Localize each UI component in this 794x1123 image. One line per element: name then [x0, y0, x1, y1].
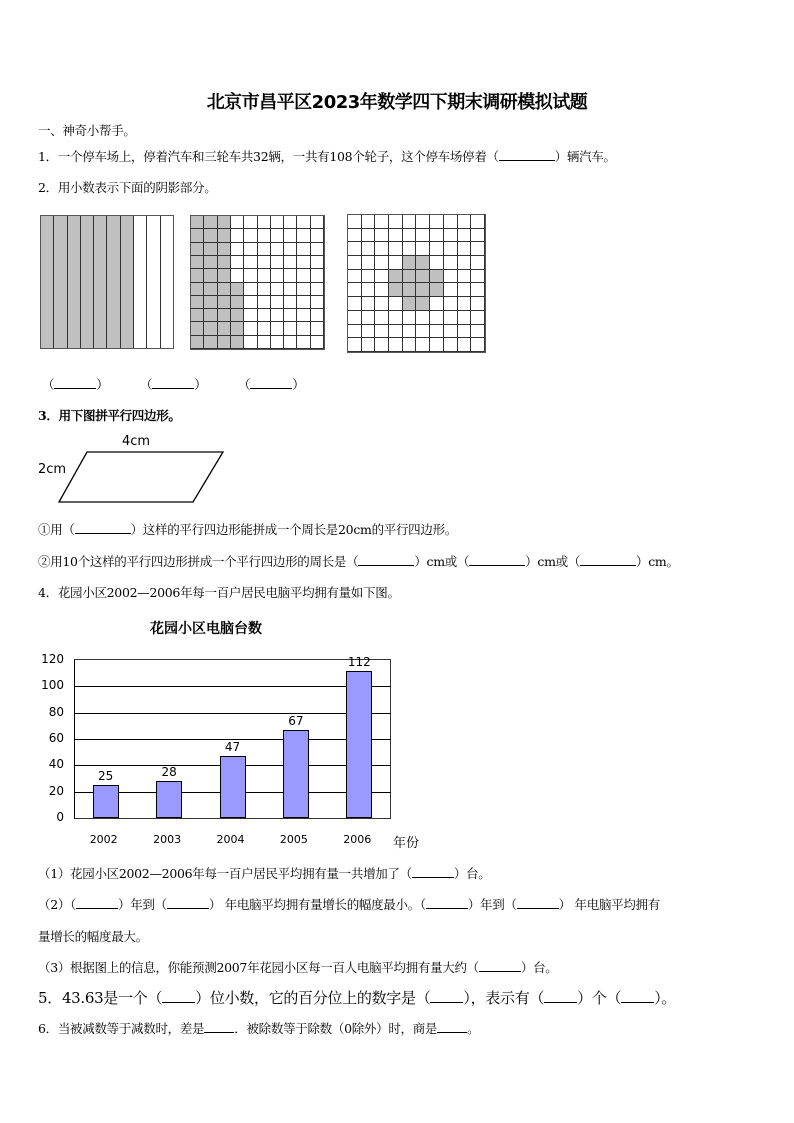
answer-blank[interactable]	[75, 522, 131, 534]
grid-cell	[403, 215, 417, 229]
grid-cell	[444, 270, 458, 284]
grid-cell	[389, 242, 403, 256]
grid-cell	[191, 216, 204, 229]
grid-cell	[311, 229, 324, 242]
grid-cell	[389, 256, 403, 270]
strip	[147, 216, 160, 348]
grid-cell	[204, 296, 217, 309]
grid-cell	[444, 256, 458, 270]
grid-cell	[244, 229, 257, 242]
grid-cell	[458, 215, 472, 229]
grid-cell	[297, 216, 310, 229]
grid-cell	[458, 325, 472, 339]
question-1	[38, 147, 616, 165]
grid-cell	[348, 311, 362, 325]
grid-cell	[444, 338, 458, 352]
question-4-sub-2-cont: 量增长的幅度最大。	[38, 929, 148, 944]
strip	[94, 216, 107, 348]
grid-cell	[204, 322, 217, 335]
grid-figure-cross	[347, 214, 486, 353]
bar-value-label: 25	[98, 769, 114, 784]
grid-cell	[244, 336, 257, 349]
grid-cell	[362, 242, 376, 256]
grid-cell	[311, 296, 324, 309]
question-text: ）辆汽车。	[554, 149, 616, 164]
grid-cell	[218, 296, 231, 309]
grid-cell	[231, 256, 244, 269]
grid-cell	[311, 283, 324, 296]
grid-cell	[362, 256, 376, 270]
grid-cell	[362, 270, 376, 284]
grid-cell	[403, 270, 417, 284]
grid-cell	[231, 296, 244, 309]
grid-cell	[258, 229, 271, 242]
grid-cell	[258, 309, 271, 322]
answer-blank[interactable]	[469, 554, 525, 566]
y-tick-label: 0	[56, 810, 64, 824]
x-tick-label: 2005	[279, 833, 308, 846]
grid-cell	[471, 297, 485, 311]
grid-cell	[258, 336, 271, 349]
answer-slot-2: （ ）	[140, 377, 207, 392]
answer-blank[interactable]	[544, 991, 577, 1003]
grid-cell	[244, 269, 257, 282]
answer-blank[interactable]	[437, 1021, 467, 1033]
grid-cell	[271, 283, 284, 296]
grid-cell	[444, 283, 458, 297]
question-3-sub-1: ①用（ ）这样的平行四边形能拼成一个周长是20cm的平行四边形。	[38, 522, 457, 537]
gridline	[74, 686, 391, 687]
grid-cell	[430, 311, 444, 325]
grid-cell	[348, 229, 362, 243]
grid-cell	[416, 338, 430, 352]
y-tick-label: 20	[48, 783, 64, 798]
grid-cell	[218, 216, 231, 229]
grid-cell	[375, 229, 389, 243]
grid-cell	[348, 270, 362, 284]
grid-cell	[403, 283, 417, 297]
grid-cell	[375, 338, 389, 352]
question-2: 2．用小数表示下面的阴影部分。	[38, 180, 217, 195]
grid-cell	[458, 311, 472, 325]
grid-cell	[244, 243, 257, 256]
grid-cell	[284, 243, 297, 256]
grid-cell	[403, 229, 417, 243]
grid-cell	[389, 270, 403, 284]
y-tick-label: 120	[41, 652, 64, 666]
grid-cell	[297, 336, 310, 349]
grid-cell	[362, 325, 376, 339]
x-tick-label: 2004	[216, 833, 245, 846]
grid-cell	[458, 297, 472, 311]
grid-cell	[244, 256, 257, 269]
grid-cell	[458, 229, 472, 243]
bar-2005	[283, 730, 309, 818]
grid-cell	[191, 229, 204, 242]
grid-cell	[375, 311, 389, 325]
grid-cell	[389, 325, 403, 339]
bar-value-label: 67	[288, 713, 304, 728]
answer-blank[interactable]	[358, 554, 414, 566]
grid-cell	[430, 215, 444, 229]
grid-cell	[218, 336, 231, 349]
grid-cell	[297, 283, 310, 296]
grid-cell	[191, 336, 204, 349]
grid-cell	[297, 229, 310, 242]
answer-blank[interactable]	[250, 377, 292, 389]
grid-cell	[389, 297, 403, 311]
grid-cell	[231, 309, 244, 322]
strip	[81, 216, 94, 348]
grid-cell	[297, 269, 310, 282]
grid-cell	[204, 309, 217, 322]
grid-cell	[244, 296, 257, 309]
grid-cell	[458, 242, 472, 256]
answer-blank[interactable]	[152, 377, 194, 389]
grid-cell	[191, 256, 204, 269]
answer-blank[interactable]	[162, 991, 195, 1003]
grid-cell	[458, 338, 472, 352]
grid-cell	[191, 309, 204, 322]
chart-title: 花园小区电脑台数	[150, 621, 262, 637]
grid-cell	[284, 269, 297, 282]
grid-cell	[191, 322, 204, 335]
grid-cell	[403, 242, 417, 256]
grid-cell	[218, 269, 231, 282]
grid-cell	[218, 256, 231, 269]
grid-cell	[375, 256, 389, 270]
grid-cell	[297, 296, 310, 309]
grid-cell	[244, 283, 257, 296]
grid-cell	[375, 283, 389, 297]
grid-cell	[271, 243, 284, 256]
grid-cell	[271, 309, 284, 322]
grid-cell	[271, 229, 284, 242]
grid-cell	[416, 325, 430, 339]
grid-cell	[231, 336, 244, 349]
grid-cell	[191, 269, 204, 282]
answer-blank[interactable]	[430, 991, 463, 1003]
question-6: 6．当被减数等于减数时，差是 ．被除数等于除数（0除外）时，商是 。	[38, 1021, 480, 1036]
grid-cell	[284, 256, 297, 269]
grid-cell	[375, 270, 389, 284]
answer-blank[interactable]	[580, 554, 636, 566]
grid-cell	[416, 283, 430, 297]
answer-slot-3: （ ）	[238, 377, 305, 392]
grid-cell	[191, 283, 204, 296]
grid-cell	[311, 336, 324, 349]
question-4-sub-1: （1）花园小区2002—2006年每一百户居民平均拥有量一共增加了（ ）台。	[38, 866, 491, 881]
section-heading: 一、神奇小帮手。	[38, 123, 136, 138]
grid-cell	[244, 309, 257, 322]
grid-cell	[471, 338, 485, 352]
grid-cell	[218, 229, 231, 242]
grid-cell	[430, 256, 444, 270]
grid-cell	[403, 311, 417, 325]
grid-cell	[375, 325, 389, 339]
grid-cell	[297, 243, 310, 256]
x-axis-label: 年份	[393, 836, 420, 851]
x-tick-label: 2006	[343, 833, 372, 846]
grid-cell	[471, 311, 485, 325]
grid-cell	[471, 283, 485, 297]
grid-cell	[271, 336, 284, 349]
grid-cell	[389, 215, 403, 229]
grid-cell	[471, 256, 485, 270]
grid-cell	[348, 242, 362, 256]
grid-cell	[204, 256, 217, 269]
grid-cell	[389, 229, 403, 243]
grid-cell	[430, 325, 444, 339]
strip	[41, 216, 54, 348]
grid-cell	[416, 229, 430, 243]
grid-cell	[471, 270, 485, 284]
grid-cell	[311, 216, 324, 229]
grid-cell	[458, 270, 472, 284]
grid-cell	[458, 256, 472, 270]
grid-cell	[416, 215, 430, 229]
grid-cell	[416, 270, 430, 284]
question-5: 5．43.63是一个（ ）位小数，它的百分位上的数字是（ ），表示有（ ）个（ ）。	[38, 989, 677, 1007]
side-length-label: 2cm	[38, 462, 67, 477]
grid-cell	[430, 338, 444, 352]
grid-cell	[284, 229, 297, 242]
grid-cell	[348, 283, 362, 297]
x-tick-label: 2003	[153, 833, 182, 846]
grid-cell	[444, 297, 458, 311]
grid-cell	[258, 243, 271, 256]
grid-cell	[231, 243, 244, 256]
grid-cell	[231, 216, 244, 229]
grid-cell	[375, 215, 389, 229]
question-3: 3．用下图拼平行四边形。	[38, 408, 181, 423]
grid-cell	[204, 336, 217, 349]
bar-value-label: 112	[347, 654, 371, 669]
grid-cell	[258, 216, 271, 229]
grid-cell	[403, 256, 417, 270]
answer-blank[interactable]	[54, 377, 96, 389]
grid-cell	[311, 309, 324, 322]
grid-cell	[403, 297, 417, 311]
grid-cell	[204, 243, 217, 256]
grid-cell	[204, 216, 217, 229]
grid-cell	[471, 242, 485, 256]
grid-cell	[444, 311, 458, 325]
grid-cell	[311, 269, 324, 282]
grid-figure-35	[190, 215, 325, 350]
grid-cell	[297, 322, 310, 335]
grid-cell	[218, 243, 231, 256]
grid-cell	[430, 270, 444, 284]
grid-cell	[284, 336, 297, 349]
grid-cell	[311, 256, 324, 269]
strip	[134, 216, 147, 348]
grid-cell	[471, 215, 485, 229]
grid-cell	[218, 309, 231, 322]
grid-cell	[444, 229, 458, 243]
grid-cell	[348, 256, 362, 270]
bar-2002	[93, 785, 119, 818]
grid-cell	[284, 283, 297, 296]
grid-cell	[204, 283, 217, 296]
gridline	[74, 713, 391, 714]
grid-cell	[416, 242, 430, 256]
grid-cell	[271, 256, 284, 269]
y-tick-label: 60	[48, 731, 64, 745]
x-tick-label: 2002	[89, 833, 118, 846]
grid-cell	[389, 283, 403, 297]
grid-cell	[375, 242, 389, 256]
grid-cell	[389, 338, 403, 352]
grid-cell	[284, 296, 297, 309]
grid-cell	[191, 296, 204, 309]
grid-cell	[297, 309, 310, 322]
grid-cell	[258, 322, 271, 335]
bar-value-label: 47	[224, 740, 241, 755]
strip	[107, 216, 120, 348]
answer-slot-1: （ ）	[42, 377, 109, 392]
strip	[121, 216, 134, 348]
question-4-sub-2: （2）（ ）年到（ ） 年电脑平均拥有量增长的幅度最小。（ ）年到（ ） 年电脑平均拥有	[38, 897, 660, 912]
grid-cell	[271, 269, 284, 282]
question-4-sub-3: （3）根据图上的信息，你能预测2007年花园小区每一百人电脑平均拥有量大约（ ）台。	[38, 960, 558, 975]
grid-cell	[204, 269, 217, 282]
bar-value-label: 28	[161, 765, 177, 780]
question-4: 4．花园小区2002—2006年每一百户居民电脑平均拥有量如下图。	[38, 585, 400, 600]
grid-cell	[311, 243, 324, 256]
grid-cell	[258, 296, 271, 309]
grid-cell	[362, 215, 376, 229]
grid-cell	[444, 325, 458, 339]
strip	[54, 216, 67, 348]
answer-blank[interactable]	[76, 897, 118, 909]
grid-cell	[389, 311, 403, 325]
grid-cell	[204, 229, 217, 242]
grid-cell	[284, 216, 297, 229]
grid-cell	[348, 325, 362, 339]
grid-cell	[231, 322, 244, 335]
grid-cell	[284, 322, 297, 335]
grid-cell	[362, 297, 376, 311]
grid-cell	[362, 338, 376, 352]
grid-cell	[416, 256, 430, 270]
grid-cell	[258, 283, 271, 296]
grid-cell	[416, 297, 430, 311]
grid-cell	[471, 325, 485, 339]
answer-blank[interactable]	[426, 897, 468, 909]
grid-cell	[416, 311, 430, 325]
y-tick-label: 40	[48, 757, 64, 772]
grid-cell	[430, 242, 444, 256]
grid-cell	[458, 283, 472, 297]
grid-cell	[297, 256, 310, 269]
grid-cell	[348, 338, 362, 352]
grid-cell	[244, 322, 257, 335]
strip	[68, 216, 81, 348]
grid-cell	[430, 229, 444, 243]
grid-cell	[348, 297, 362, 311]
grid-cell	[271, 296, 284, 309]
grid-cell	[271, 322, 284, 335]
grid-cell	[271, 216, 284, 229]
grid-cell	[191, 243, 204, 256]
answer-blank[interactable]	[621, 991, 654, 1003]
question-3-sub-2: ②用10个这样的平行四边形拼成一个平行四边形的周长是（ ）cm或（ ）cm或（ ）cm。	[38, 554, 679, 569]
grid-cell	[430, 283, 444, 297]
grid-cell	[403, 325, 417, 339]
grid-cell	[284, 309, 297, 322]
grid-cell	[258, 269, 271, 282]
answer-blank[interactable]	[412, 866, 454, 878]
question-text: 1．一个停车场上，停着汽车和三轮车共32辆，一共有108个轮子，这个停车场停着（	[38, 149, 499, 164]
answer-blank[interactable]	[167, 897, 209, 909]
grid-cell	[471, 229, 485, 243]
grid-cell	[362, 229, 376, 243]
bar-2003	[156, 781, 182, 818]
y-tick-label: 80	[48, 704, 64, 719]
grid-cell	[444, 242, 458, 256]
answer-blank[interactable]	[499, 149, 555, 161]
bar-2006	[346, 671, 372, 818]
page-title: 北京市昌平区2023年数学四下期末调研模拟试题	[206, 92, 588, 113]
grid-cell	[231, 269, 244, 282]
grid-cell	[375, 297, 389, 311]
grid-cell	[362, 311, 376, 325]
grid-cell	[244, 216, 257, 229]
answer-blank[interactable]	[479, 960, 521, 972]
grid-cell	[231, 283, 244, 296]
answer-blank[interactable]	[517, 897, 559, 909]
grid-cell	[348, 215, 362, 229]
top-length-label: 4cm	[122, 434, 151, 449]
grid-cell	[218, 283, 231, 296]
grid-cell	[362, 283, 376, 297]
answer-blank[interactable]	[204, 1021, 234, 1033]
grid-cell	[231, 229, 244, 242]
grid-cell	[258, 256, 271, 269]
grid-cell	[403, 338, 417, 352]
strip	[161, 216, 173, 348]
y-tick-label: 100	[41, 678, 64, 693]
grid-cell	[218, 322, 231, 335]
bar-2004	[220, 756, 246, 818]
grid-cell	[430, 297, 444, 311]
strip-figure	[40, 215, 174, 349]
grid-cell	[311, 322, 324, 335]
grid-cell	[444, 215, 458, 229]
